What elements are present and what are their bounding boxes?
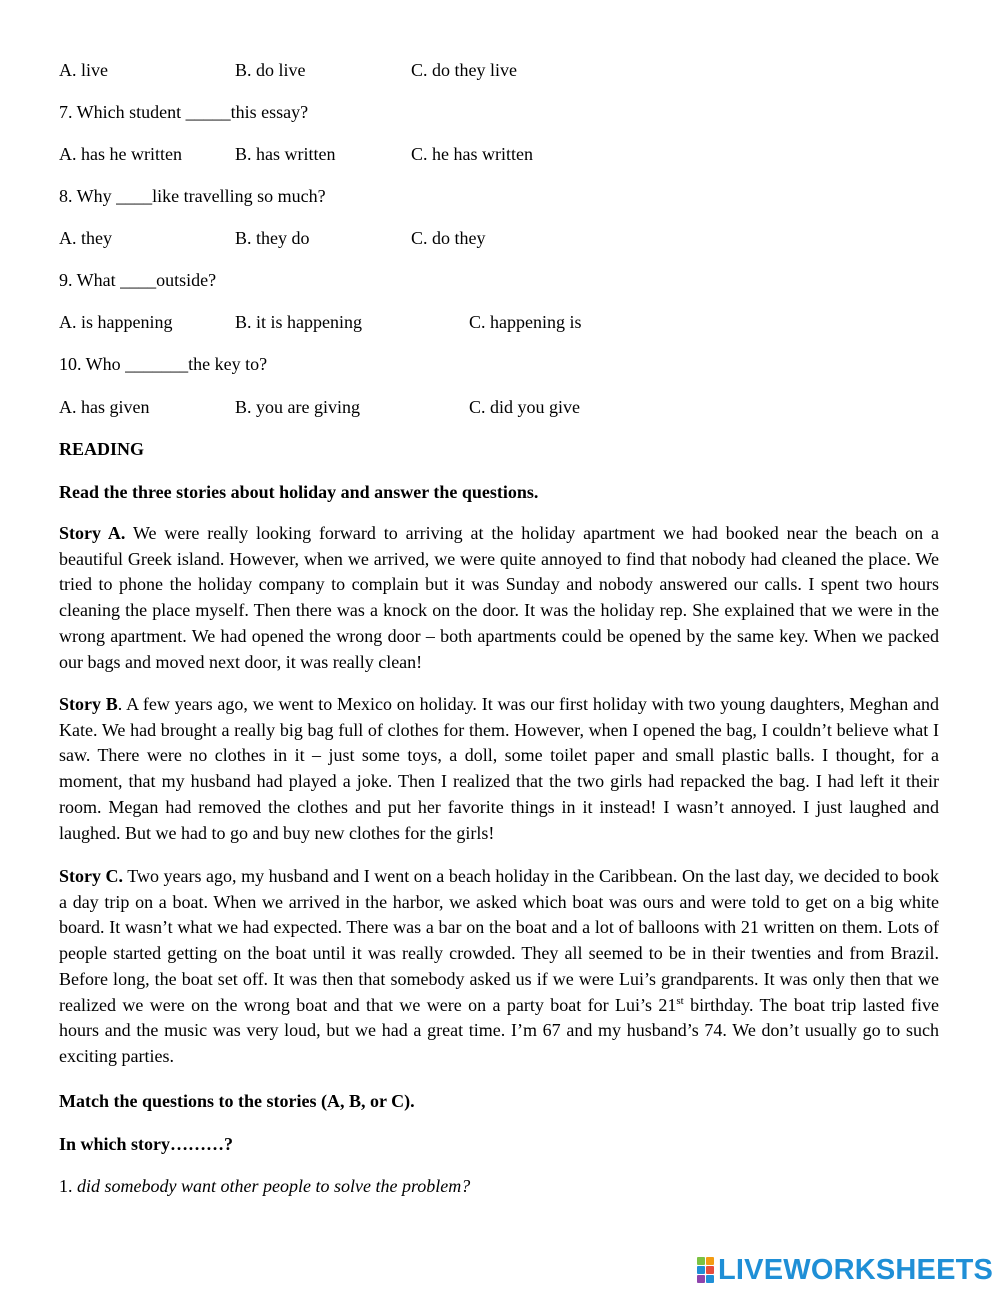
q9-option-c: C. happening is — [469, 312, 582, 332]
q9-option-b: B. it is happening — [235, 312, 362, 332]
story-a — [59, 521, 939, 675]
match-question-1-text: did somebody want other people to solve the problem? — [72, 1176, 471, 1196]
q7-option-a: A. has he written — [59, 144, 182, 164]
story-b-text: . A few years ago, we went to Mexico on holiday. It was our first holiday with two young daughters, Meghan and Kate. We had brought a really big bag full of clothes for them. However, when I opened the bag, I couldn’t believe what I saw. There were no clothes in it – just some toys, a doll, some toilet paper and small plastic balls. I thought, for a moment, that my husband had played a joke. Then I realized that the two girls had repacked the bag. I had left it their room. Megan had removed the clothes and put her favorite things in it instead! I wasn’t annoyed. I just laughed and laughed. But we had to go and buy new clothes for the girls! — [59, 694, 940, 843]
in-which-story: In which story………? — [59, 1134, 234, 1154]
match-question-1-number: 1. — [59, 1176, 73, 1196]
q8-option-b: B. they do — [235, 228, 310, 248]
question-9: 9. What ____outside? — [59, 270, 217, 290]
reading-heading: READING — [59, 439, 145, 459]
q10-option-b: B. you are giving — [235, 397, 360, 417]
q6-option-a: A. live — [59, 60, 108, 80]
story-c-text: Two years ago, my husband and I went on a beach holiday in the Caribbean. On the last day, we decided to book a day trip on a boat. When we arrived in the harbor, we asked which boat was ours and were told to get on a big white board. It wasn’t what we had expected. There was a bar on the boat and a lot of balloons with 21 written on them. Lots of people started getting on the boat until it was really crowded. They all seemed to be in their twenties and from Brazil. Before long, the boat set off. It was then that somebody asked us if we were Lui’s grandparents. It was only then that we realized we were on the wrong boat and that we were on a party boat for Lui’s 21 — [59, 866, 939, 1015]
q9-option-a: A. is happening — [59, 312, 173, 332]
story-a-label: Story A. — [59, 523, 126, 543]
q6-option-c: C. do they live — [411, 60, 517, 80]
q8-option-a: A. they — [59, 228, 112, 248]
question-7: 7. Which student _____this essay? — [59, 102, 309, 122]
story-c-text-end: birthday. The boat trip lasted five hours and the music was very loud, but we had a great time. I’m 67 and my husband’s 74. We don’t usually go to such exciting parties. — [59, 994, 939, 1066]
match-instruction: Match the questions to the stories (A, B, or C). — [59, 1091, 415, 1111]
match-question-1 — [59, 1175, 470, 1197]
liveworksheets-logo-icon — [697, 1257, 714, 1283]
story-a-text: We were really looking forward to arriving at the holiday apartment we had booked near the beach on a beautiful Greek island. However, when we arrived, we were quite annoyed to find that nobody had cleaned the place. We tried to phone the holiday company to complain but it was Sunday and nobody answered our calls. I spent two hours cleaning the place myself. Then there was a knock on the door. It was the holiday rep. She explained that we were in the wrong apartment. We had opened the wrong door – both apartments could be opened by the same key. When we packed our bags and moved next door, it was really clean! — [59, 523, 940, 672]
q6-option-b: B. do live — [235, 60, 306, 80]
reading-instruction: Read the three stories about holiday and answer the questions. — [59, 482, 539, 502]
question-8: 8. Why ____like travelling so much? — [59, 186, 326, 206]
story-b — [59, 692, 939, 846]
q7-option-b: B. has written — [235, 144, 336, 164]
story-c — [59, 864, 939, 1070]
q8-option-c: C. do they — [411, 228, 486, 248]
ordinal-suffix: st — [676, 994, 684, 1007]
story-b-label: Story B — [59, 694, 118, 714]
logo-text: LIVEWORKSHEETS — [718, 1253, 994, 1286]
q10-option-c: C. did you give — [469, 397, 580, 417]
story-c-label: Story C. — [59, 866, 124, 886]
liveworksheets-logo[interactable] — [697, 1254, 993, 1286]
q10-option-a: A. has given — [59, 397, 150, 417]
question-10: 10. Who _______the key to? — [59, 354, 268, 374]
q7-option-c: C. he has written — [411, 144, 533, 164]
